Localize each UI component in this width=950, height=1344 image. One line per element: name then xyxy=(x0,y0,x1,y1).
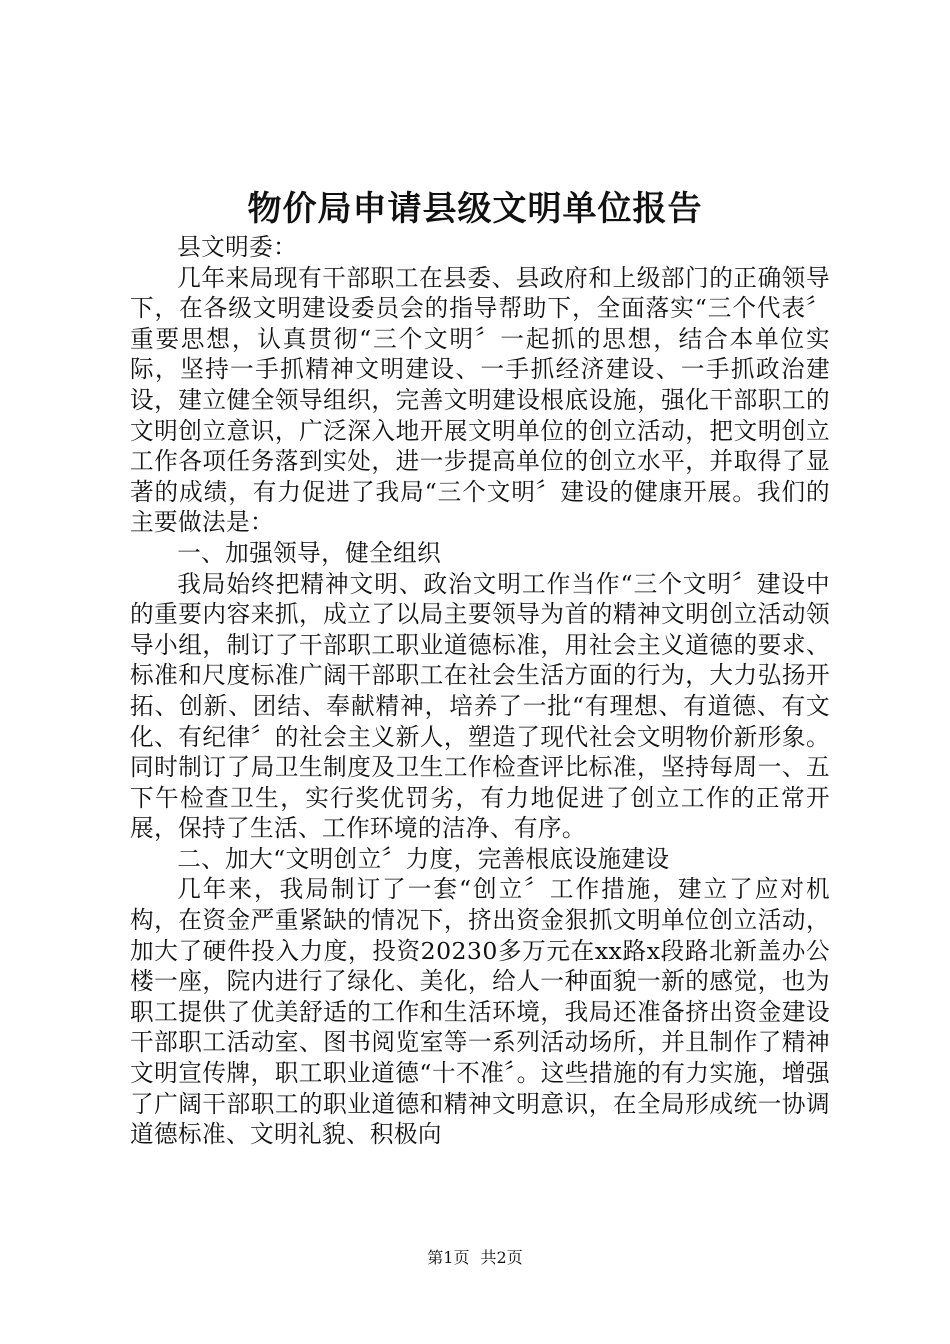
page-footer xyxy=(0,1248,950,1268)
page-number: 第1页 xyxy=(427,1248,470,1267)
paragraph-section-2: 几年来，我局制订了一套“创立〞工作措施，建立了应对机构，在资金严重紧缺的情况下，挤出资金狠抓文明单位创立活动，加大了硬件投入力度，投资20230多万元在xx路x段路北新盖办公楼一座，院内进行了绿化、美化，给人一种面貌一新的感觉，也为职工提供了优美舒适的工作和生活环境，我局还准备挤出资金建设干部职工活动室、图书阅览室等一系列活动场所，并且制作了精神文明宣传牌，职工职业道德“十不准〞。这些措施的有力实施，增强了广阔干部职工的职业道德和精神文明意识，在全局形成统一协调道德标准、文明礼貌、积极向 xyxy=(130,875,830,1149)
paragraph-section-1: 我局始终把精神文明、政治文明工作当作“三个文明〞建设中的重要内容来抓，成立了以局主要领导为首的精神文明创立活动领导小组，制订了干部职工职业道德标准，用社会主义道德的要求、标准和尺度标准广阔干部职工在社会生活方面的行为，大力弘扬开拓、创新、团结、奉献精神，培养了一批“有理想、有道德、有文化、有纪律〞的社会主义新人，塑造了现代社会文明物价新形象。同时制订了局卫生制度及卫生工作检查评比标准，坚持每周一、五下午检查卫生，实行奖优罚劣，有力地促进了创立工作的正常开展，保持了生活、工作环境的洁净、有序。 xyxy=(130,569,830,843)
document-body xyxy=(130,232,830,1150)
salutation: 县文明委： xyxy=(177,233,298,261)
document-title: 物价局申请县级文明单位报告 xyxy=(247,189,703,229)
paragraph-intro: 几年来局现有干部职工在县委、县政府和上级部门的正确领导下，在各级文明建设委员会的指导帮助下，全面落实“三个代表〞重要思想，认真贯彻“三个文明〞一起抓的思想，结合本单位实际，坚持一手抓精神文明建设、一手抓经济建设、一手抓政治建设，建立健全领导组织，完善文明建设根底设施，强化干部职工的文明创立意识，广泛深入地开展文明单位的创立活动，把文明创立工作各项任务落到实处，进一步提高单位的创立水平，并取得了显著的成绩，有力促进了我局“三个文明〞建设的健康开展。我们的主要做法是： xyxy=(130,263,830,537)
section-heading-1: 一、加强领导，健全组织 xyxy=(177,538,442,567)
page-total: 共2页 xyxy=(480,1248,523,1267)
section-heading-2: 二、加大“文明创立〞力度，完善根底设施建设 xyxy=(177,844,670,873)
